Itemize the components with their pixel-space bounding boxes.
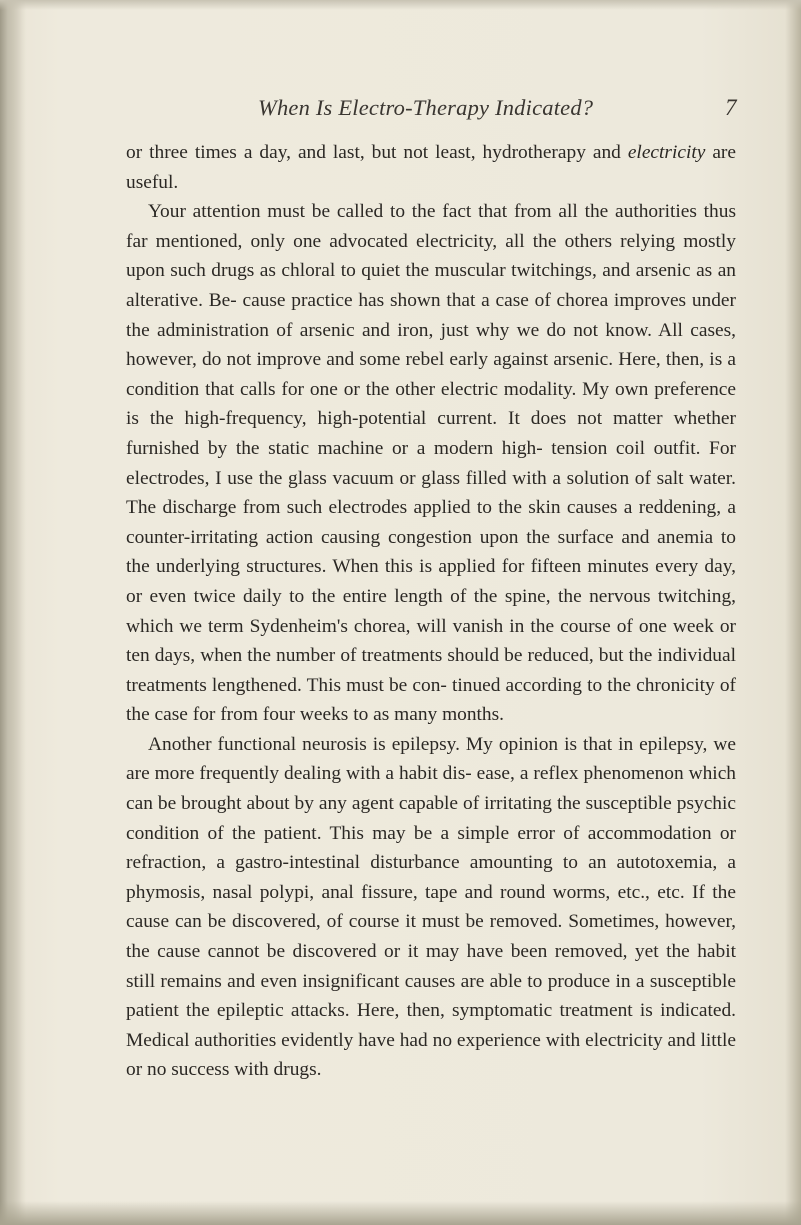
emphasized-word: electricity — [627, 142, 706, 163]
running-title: When Is Electro-Therapy Indicated? — [258, 95, 594, 120]
page-number: 7 — [725, 95, 737, 120]
paragraph-rest: are useful. — [126, 142, 736, 193]
body-text — [126, 138, 736, 1085]
top-edge — [0, 0, 801, 10]
paragraph-continuation — [126, 138, 736, 197]
bottom-edge — [0, 1201, 801, 1225]
paragraph-lead: or three times a day, and last, but not least, hydrotherapy and — [126, 142, 628, 163]
binding-shadow — [0, 0, 26, 1225]
paragraph-chorea-treatment: Your attention must be called to the fact that from all the authorities thus far mentioned, only one advocated electricity, all the others relying mostly upon such drugs as chloral to quiet the muscular twitchings, and arsenic as an alterative. Be- cause practice has shown that a case of chorea improves under the administration of arsenic and iron, just why we do not know. All cases, however, do not improve and some rebel early against arsenic. Here, then, is a condition that calls for one or the other electric modality. My own preference is the high-frequency, high-potential current. It does not matter whether furnished by the static machine or a modern high- tension coil outfit. For electrodes, I use the glass vacuum or glass filled with a solution of salt water. The discharge from such electrodes applied to the skin causes a reddening, a counter-irritating action causing congestion upon the surface and anemia to the underlying structures. When this is applied for fifteen minutes every day, or even twice daily to the entire length of the spine, the nervous twitching, which we term Sydenheim's chorea, will vanish in the course of one week or ten days, when the number of treatments should be reduced, but the individual treatments lengthened. This must be con- tinued according to the chronicity of the case for from four weeks to as many months. — [126, 201, 736, 726]
paragraph-epilepsy: Another functional neurosis is epilepsy. My opinion is that in epilepsy, we are more frequently dealing with a habit dis- ease, a reflex phenomenon which can be brought about by any agent capable of irritating the susceptible psychic condition of the patient. This may be a simple error of accommodation or refraction, a gastro-intestinal disturbance amounting to an autotoxemia, a phymosis, nasal polypi, anal fissure, tape and round worms, etc., etc. If the cause can be discovered, of course it must be removed. Sometimes, however, the cause cannot be discovered or it may have been removed, yet the habit still remains and even insignificant causes are able to produce in a susceptible patient the epileptic attacks. Here, then, symptomatic treatment is indicated. Medical authorities evidently have had no experience with electricity and little or no success with drugs. — [126, 733, 736, 1081]
